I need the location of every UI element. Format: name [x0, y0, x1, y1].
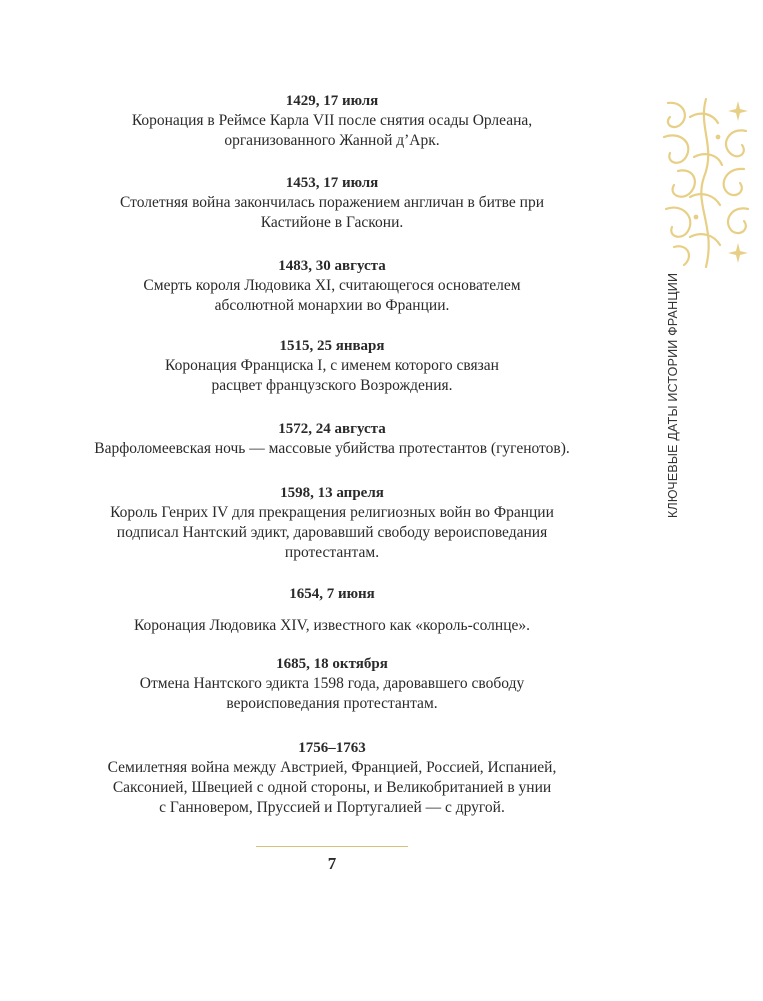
entry-text-line: вероисповедания протестантам.: [226, 695, 438, 712]
timeline-entry-1572: [72, 419, 592, 459]
entry-date: 1572, 24 августа: [278, 421, 386, 437]
timeline-entry-1483: [72, 256, 592, 316]
timeline-entry-1598: [72, 483, 592, 563]
timeline-entry-1685: [72, 654, 592, 714]
entry-text-line: абсолютной монархии во Франции.: [214, 297, 450, 314]
entry-date: 1598, 13 апреля: [280, 485, 384, 501]
entry-date: 1453, 17 июля: [285, 175, 379, 191]
timeline-entry-1453: [72, 173, 592, 233]
footer-rule: [256, 846, 408, 847]
entry-text-line: расцвет французского Возрождения.: [211, 377, 453, 394]
entry-date: 1515, 25 января: [279, 338, 385, 354]
timeline-entry-1515: [72, 336, 592, 396]
page-number: 7: [327, 854, 337, 873]
entry-date: 1483, 30 августа: [278, 258, 386, 274]
entry-text-line: протестантам.: [284, 544, 380, 561]
entry-text-line: Король Генрих IV для прекращения религиозных войн во Франции: [110, 504, 554, 521]
entry-text-line: Варфоломеевская ночь — массовые убийства протестантов (гугенотов).: [94, 440, 570, 457]
entry-text-line: Семилетняя война между Австрией, Францией, Россией, Испанией,: [107, 759, 557, 776]
entry-text-line: организованного Жанной д’Арк.: [224, 132, 440, 149]
timeline-entry-1654: [72, 584, 592, 636]
entry-date: 1756–1763: [298, 740, 366, 756]
timeline-entry-1429: [72, 91, 592, 151]
entry-text-line: Коронация в Реймсе Карла VII после снятия осады Орлеана,: [131, 112, 533, 129]
entry-text-line: Столетняя война закончилась поражением англичан в битве при: [120, 194, 544, 211]
entry-text-line: подписал Нантский эдикт, даровавший свободу вероисповедания: [116, 524, 548, 541]
entry-date: 1429, 17 июля: [285, 93, 379, 109]
entry-text-line: Коронация Людовика XIV, известного как «король-солнце».: [133, 617, 531, 634]
entry-text-line: Кастийоне в Гаскони.: [260, 214, 404, 231]
entry-text-line: Смерть короля Людовика XI, считающегося основателем: [143, 277, 521, 294]
entry-date: 1685, 18 октября: [276, 656, 388, 672]
entry-date: 1654, 7 июня: [289, 586, 375, 602]
flourish-ornament-icon: [660, 97, 752, 269]
entry-text-line: Коронация Франциска I, с именем которого связан: [165, 357, 499, 374]
entry-text-line: с Ганновером, Пруссией и Португалией — с другой.: [159, 799, 505, 816]
timeline-entry-1756: [72, 738, 592, 818]
entry-text-line: Саксонией, Швецией с одной стороны, и Великобританией в унии: [112, 779, 552, 796]
running-title: КЛЮЧЕВЫЕ ДАТЫ ИСТОРИИ ФРАНЦИИ: [666, 272, 680, 518]
entry-text-line: Отмена Нантского эдикта 1598 года, даровавшего свободу: [139, 675, 525, 692]
